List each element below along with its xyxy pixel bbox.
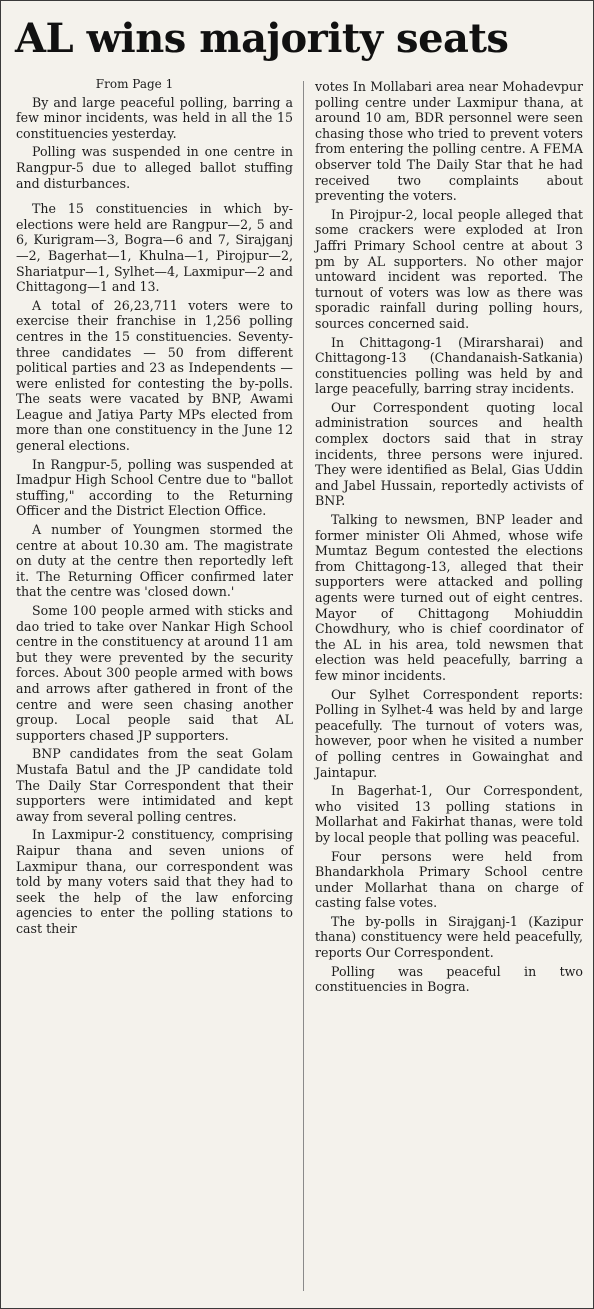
article-paragraph: The by-polls in Sirajganj-1 (Kazipur thana) constituency were held peacefully, reports Our Correspondent. — [315, 913, 583, 961]
article-paragraph: In Bagerhat-1, Our Correspondent, who visited 13 polling stations in Mollarhat and Fakirhat thanas, were told by local people that polling was peaceful. — [315, 783, 583, 845]
article-paragraph: Some 100 people armed with sticks and dao tried to take over Nankar High School centre in the constituency at around 11 am but they were prevented by the security forces. About 300 people armed with bows and arrows after gathered in front of the centre and were seen chasing another group. Local people said that AL supporters chased JP supporters. — [16, 603, 293, 743]
article-paragraph: By and large peaceful polling, barring a few minor incidents, was held in all the 15 constituencies yesterday. — [16, 94, 293, 141]
left-column — [16, 77, 293, 939]
article-paragraph: Polling was peaceful in two constituencies in Bogra. — [315, 963, 583, 995]
article-paragraph: A total of 26,23,711 voters were to exercise their franchise in 1,256 polling centres in the 15 constituencies. Seventy-three candidates — 50 from different political parties and 23 as Independents — were enlisted for contesting the by-polls. The seats were vacated by BNP, Awami League and Jatiya Party MPs elected from more than one constituency in the June 12 general elections. — [16, 297, 293, 454]
column-divider — [303, 81, 304, 1291]
right-column — [315, 79, 583, 998]
article-paragraph: Talking to newsmen, BNP leader and former minister Oli Ahmed, whose wife Mumtaz Begum contested the elections from Chittagong-13, alleged that their supporters were attacked and polling agents were turned out of eight centres. Mayor of Chittagong Mohiuddin Chowdhury, who is chief coordinator of the AL in his area, told newsmen that election was held peacefully, barring a few minor incidents. — [315, 512, 583, 683]
article-paragraph: In Pirojpur-2, local people alleged that some crackers were exploded at Iron Jaffri Primary School centre at about 3 pm by AL supporters. No other major untoward incident was reported. The turnout of voters was low as there was sporadic rainfall during polling hours, sources concerned said. — [315, 206, 583, 331]
article-paragraph: votes In Mollabari area near Mohadevpur polling centre under Laxmipur thana, at around 10 am, BDR personnel were seen chasing those who tried to prevent voters from entering the polling centre. A FEMA observer told The Daily Star that he had received two complaints about preventing the voters. — [315, 79, 583, 204]
article-paragraph: Our Sylhet Correspondent reports: Polling in Sylhet-4 was held by and large peacefully. The turnout of voters was, however, poor when he visited a number of polling centres in Gowainghat and Jaintapur. — [315, 686, 583, 780]
article-paragraph: The 15 constituencies in which by-elections were held are Rangpur—2, 5 and 6, Kurigram—3, Bogra—6 and 7, Sirajganj—2, Bagerhat—1, Khulna—1, Pirojpur—2, Shariatpur—1, Sylhet—4, Laxmipur—2 and Chittagong—1 and 13. — [16, 201, 293, 295]
jump-line: From Page 1 — [95, 77, 174, 91]
article-paragraph: Our Correspondent quoting local administration sources and health complex doctors said that in stray incidents, three persons were injured. They were identified as Belal, Gias Uddin and Jabel Hussain, reportedly activists of BNP. — [315, 399, 583, 509]
article-paragraph: In Rangpur-5, polling was suspended at Imadpur High School Centre due to "ballot stuffing," according to the Returning Officer and the District Election Office. — [16, 456, 293, 519]
article-paragraph: Four persons were held from Bhandarkhola Primary School centre under Mollarhat thana on charge of casting false votes. — [315, 848, 583, 911]
article-paragraph: In Chittagong-1 (Mirarsharai) and Chittagong-13 (Chandanaish-Satkania) constituencies polling was held by and large peacefully, barring stray incidents. — [315, 334, 583, 397]
article-paragraph: A number of Youngmen stormed the centre at about 10.30 am. The magistrate on duty at the centre then reportedly left it. The Returning Officer confirmed later that the centre was 'closed down.' — [16, 522, 293, 600]
article-paragraph: Polling was suspended in one centre in Rangpur-5 due to alleged ballot stuffing and disturbances. — [16, 144, 293, 191]
article-paragraph: In Laxmipur-2 constituency, comprising Raipur thana and seven unions of Laxmipur thana, our correspondent was told by many voters said that they had to seek the help of the law enforcing agencies to enter the polling stations to cast their — [16, 827, 293, 936]
article-paragraph: BNP candidates from the seat Golam Mustafa Batul and the JP candidate told The Daily Star Correspondent that their supporters were intimidated and kept away from several polling centres. — [16, 746, 293, 824]
article-headline: AL wins majority seats — [15, 15, 509, 62]
